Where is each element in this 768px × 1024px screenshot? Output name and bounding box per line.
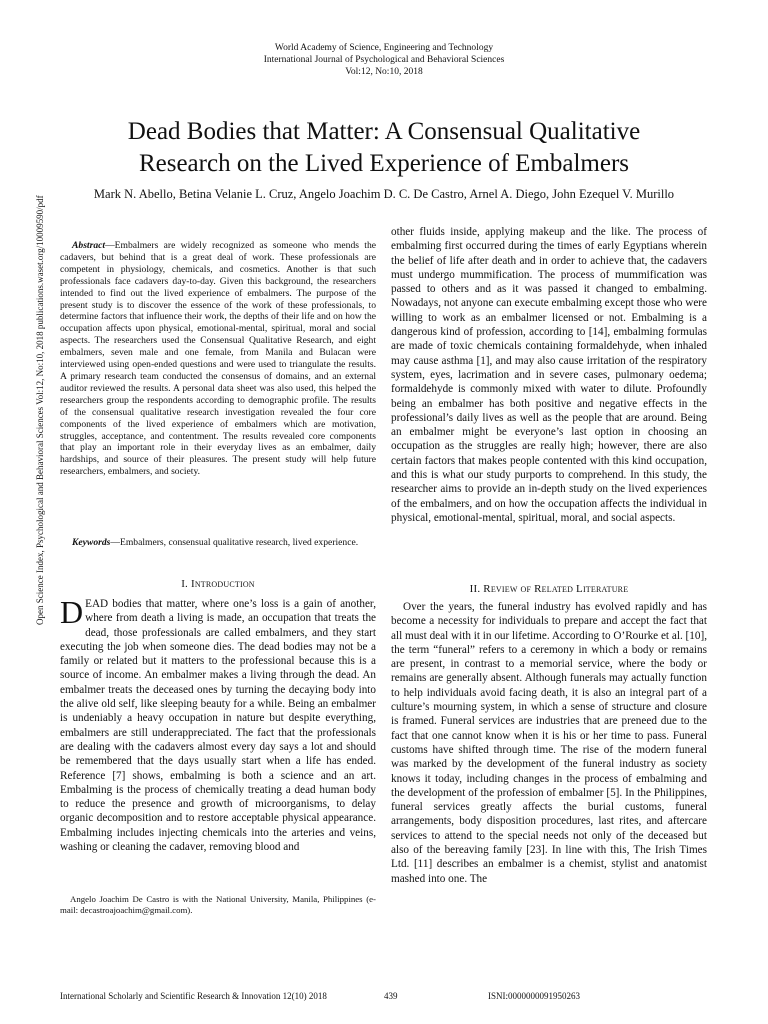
keywords <box>60 537 376 549</box>
journal-header-line-1: World Academy of Science, Engineering and Technology <box>274 43 494 53</box>
review-paragraph: Over the years, the funeral industry has evolved rapidly and has become a necessity for individuals to prepare and accept the fact that all must deal with it in our lifetime. According to O’Rourke et al. [10], the term “funeral” refers to a ceremony in which a body or remains are present, in contrast to a memorial service, where the body or remains are generally absent. Although funerals may actually function to help individuals avoid facing death, it is also an integral part of a culture’s mourning system, in which a sense of structure and closure is framed. Funeral services are industries that are preneed due to the fact that one cannot know when it is his or her time to pass. Funeral customs have shifted through time. The rise of the modern funeral was marked by the development of the funeral industry as society knows it today, including changes in the process of embalming and the development of the profession of embalmer [5]. In the Philippines, funeral services greatly affects the burial customs, funeral arrangements, body disposition procedures, last rites, and aftercare services to attend to the special needs not only of the deceased but also of the bereaving family [23]. In line with this, The Irish Times Ltd. [11] describes an embalmer is a chemist, stylist and anatomist mashed into one. The <box>391 601 707 885</box>
footer-page-number: 439 <box>384 991 398 1001</box>
author-footnote: Angelo Joachim De Castro is with the National University, Manila, Philippines (e-mail: decastroajoachim@gmail.com). <box>60 894 376 915</box>
abstract <box>60 240 376 478</box>
abstract-text: —Embalmers are widely recognized as someone who mends the cadavers, but behind that is a great deal of work. These professionals are competent in physiology, chemicals, and cosmetics. Another is that such professionals face cadavers day-to-day. Given this background, the researchers intended to find out the lived experience of embalmers. The purpose of the present study is to discover the essence of the work of these professionals, to determine factors that influence their work, the depths of their life and on how the occupation affects upon physical, emotional-mental, spiritual, moral and social aspects. The researchers used the Consensual Qualitative Research, and eight embalmers, seven male and one female, from Manila and Bulacan were interviewed using open-ended questions and were used to triangulate the results. A primary research team conducted the consensus of domains, and an external auditor reviewed the results. A personal data sheet was also used, this helped the researchers group the respondents according to demographic profile. The results of the consensual qualitative research investigation revealed the four core components of the lived experience of embalmers which are motivation, struggles, acceptance, and contentment. The results revealed core components that play an important role in their everyday lives as an embalmer, daily hardships, and source of their pleasures. The present study will help future researchers, embalmers, and society. <box>60 240 376 478</box>
title-line-2: Research on the Lived Experience of Embalmers <box>138 150 630 177</box>
keywords-text: —Embalmers, consensual qualitative research, lived experience. <box>110 537 359 548</box>
introduction-paragraph <box>60 594 376 854</box>
section-heading-review: II. Review of Related Literature <box>469 583 629 595</box>
paper-title <box>60 116 708 180</box>
abstract-label: Abstract <box>72 240 106 251</box>
footer-publisher: International Scholarly and Scientific Research & Innovation 12(10) 2018 <box>60 991 327 1001</box>
title-line-1: Dead Bodies that Matter: A Consensual Qualitative <box>127 118 641 145</box>
journal-header-line-2: International Journal of Psychological and Behavioral Sciences <box>263 55 505 65</box>
introduction-text: EAD bodies that matter, where one’s loss is a gain of another, where from death a living is made, an occupation that treats the dead, those professionals are called embalmers, and they start executing the job when someone dies. The dead bodies may not be a family or related but it matters to the professional because this is a source of income. An embalmer makes a living through the dead. An embalmer treats the deceased ones by turning the decaying body into the alive old self, like sleeping beauty for a while. Being an embalmer is undeniably a heavy occupation in nature but despite everything, embalmers are still underappreciated. The fact that the professionals are dealing with the cadavers almost every day says a lot and should be remembered that the days usually start when a life has ended. Reference [7] shows, embalming is both a science and an art. Embalming is the process of chemically treating a dead human body to reduce the presence and growth of microorganisms, to delay organic decomposition and to restore acceptable physical appearance. Embalming includes injecting chemicals into the arteries and veins, washing or cleaning the cadaver, removing blood and <box>60 598 376 854</box>
section-heading-introduction: I. Introduction <box>181 578 255 590</box>
sidebar-citation: Open Science Index, Psychological and Behavioral Sciences Vol:12, No:10, 2018 publications.waset.org/10009590/pdf <box>35 195 45 625</box>
author-list: Mark N. Abello, Betina Velanie L. Cruz, Angelo Joachim D. C. De Castro, Arnel A. Diego, John Ezequel V. Murillo <box>93 187 675 201</box>
dropcap-letter: D <box>60 594 84 630</box>
right-column-paragraph-1: other fluids inside, applying makeup and the like. The process of embalming first occurred during the times of early Egyptians wherein the belief of life after death and in order to achieve that, the cadavers must undergo mummification. The process of mummification was passed to others and as it was passed it changed to embalming. Nowadays, not anyone can execute embalming except those who were willing to work as an embalmer licensed or not. Embalming is a dangerous kind of profession, according to [14], embalming formulas are made of toxic chemicals containing formaldehyde, when inhaled may cause asthma [1], and may also cause irritation of the respiratory system, eyes, lacrimation and in severe cases, pulmonary oedema; formaldehyde is commonly mixed with water to dilute. Profoundly being an embalmer has both positive and negative effects in the professional’s daily lives as well as the people that are around. Being an embalmer might be everyone’s last option in choosing an occupation as the struggles are really high; however, there are also certain factors that makes people contented with this kind occupation, and this is what our study purports to comprehend. In this study, the researcher aims to provide an in-depth study on the lived experiences of the embalmers, and on how the occupation affects the individual in physical, emotional-mental, spiritual, moral, and social aspects. <box>391 226 707 524</box>
keywords-label: Keywords <box>72 537 111 548</box>
journal-header-volume: Vol:12, No:10, 2018 <box>345 67 423 77</box>
footer-isni: ISNI:0000000091950263 <box>488 991 580 1001</box>
